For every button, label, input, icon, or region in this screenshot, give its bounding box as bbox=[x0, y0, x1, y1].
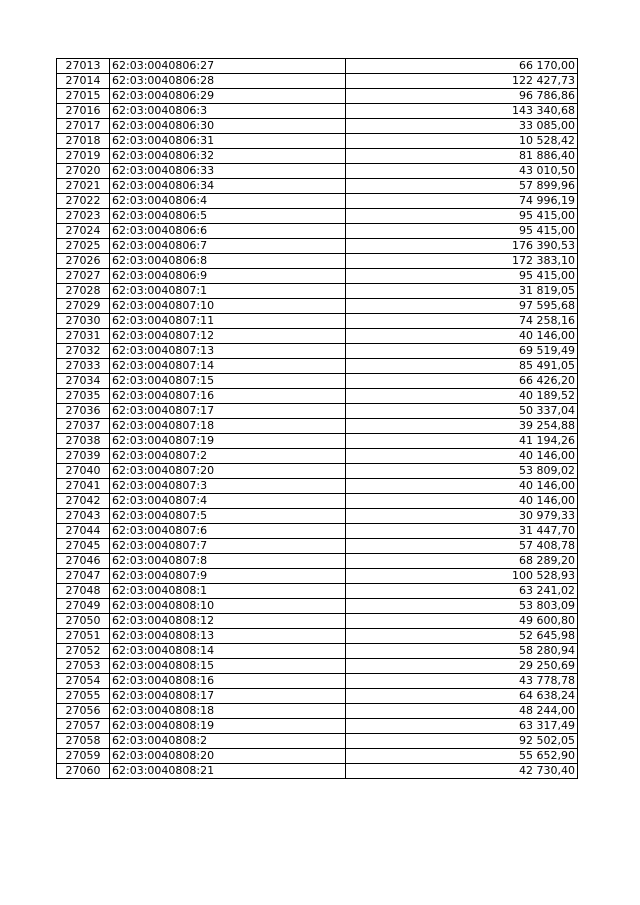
table-row bbox=[57, 89, 578, 104]
cadastral-value-cell: 172 383,10 bbox=[346, 254, 578, 269]
row-number-cell: 27053 bbox=[57, 659, 110, 674]
table-row bbox=[57, 569, 578, 584]
table-row bbox=[57, 209, 578, 224]
table-row bbox=[57, 194, 578, 209]
table-row bbox=[57, 449, 578, 464]
cadastral-number-cell: 62:03:0040807:19 bbox=[110, 434, 346, 449]
cadastral-value-cell: 69 519,49 bbox=[346, 344, 578, 359]
cadastral-value-cell: 64 638,24 bbox=[346, 689, 578, 704]
table-row bbox=[57, 749, 578, 764]
cadastral-number-cell: 62:03:0040807:2 bbox=[110, 449, 346, 464]
table-row bbox=[57, 389, 578, 404]
cadastral-number-cell: 62:03:0040807:11 bbox=[110, 314, 346, 329]
cadastral-value-cell: 74 996,19 bbox=[346, 194, 578, 209]
cadastral-number-cell: 62:03:0040806:30 bbox=[110, 119, 346, 134]
cadastral-number-cell: 62:03:0040806:9 bbox=[110, 269, 346, 284]
table-row bbox=[57, 344, 578, 359]
row-number-cell: 27034 bbox=[57, 374, 110, 389]
cadastral-number-cell: 62:03:0040806:34 bbox=[110, 179, 346, 194]
cadastral-value-cell: 53 809,02 bbox=[346, 464, 578, 479]
table-row bbox=[57, 464, 578, 479]
cadastral-number-cell: 62:03:0040808:20 bbox=[110, 749, 346, 764]
row-number-cell: 27017 bbox=[57, 119, 110, 134]
cadastral-number-cell: 62:03:0040808:18 bbox=[110, 704, 346, 719]
row-number-cell: 27019 bbox=[57, 149, 110, 164]
cadastral-number-cell: 62:03:0040807:16 bbox=[110, 389, 346, 404]
cadastral-number-cell: 62:03:0040808:2 bbox=[110, 734, 346, 749]
cadastral-number-cell: 62:03:0040807:3 bbox=[110, 479, 346, 494]
row-number-cell: 27058 bbox=[57, 734, 110, 749]
cadastral-number-cell: 62:03:0040807:7 bbox=[110, 539, 346, 554]
cadastral-number-cell: 62:03:0040807:15 bbox=[110, 374, 346, 389]
row-number-cell: 27038 bbox=[57, 434, 110, 449]
cadastral-value-cell: 49 600,80 bbox=[346, 614, 578, 629]
row-number-cell: 27052 bbox=[57, 644, 110, 659]
row-number-cell: 27030 bbox=[57, 314, 110, 329]
cadastral-value-cell: 43 010,50 bbox=[346, 164, 578, 179]
cadastral-number-cell: 62:03:0040807:18 bbox=[110, 419, 346, 434]
row-number-cell: 27047 bbox=[57, 569, 110, 584]
cadastral-value-cell: 63 317,49 bbox=[346, 719, 578, 734]
table-row bbox=[57, 134, 578, 149]
cadastral-number-cell: 62:03:0040808:19 bbox=[110, 719, 346, 734]
cadastral-value-cell: 40 146,00 bbox=[346, 449, 578, 464]
row-number-cell: 27032 bbox=[57, 344, 110, 359]
cadastral-value-cell: 97 595,68 bbox=[346, 299, 578, 314]
cadastral-number-cell: 62:03:0040807:6 bbox=[110, 524, 346, 539]
cadastral-number-cell: 62:03:0040808:1 bbox=[110, 584, 346, 599]
row-number-cell: 27048 bbox=[57, 584, 110, 599]
cadastral-number-cell: 62:03:0040808:13 bbox=[110, 629, 346, 644]
cadastral-value-table bbox=[56, 58, 578, 779]
cadastral-number-cell: 62:03:0040807:4 bbox=[110, 494, 346, 509]
cadastral-number-cell: 62:03:0040807:10 bbox=[110, 299, 346, 314]
table-row bbox=[57, 254, 578, 269]
row-number-cell: 27043 bbox=[57, 509, 110, 524]
cadastral-number-cell: 62:03:0040807:13 bbox=[110, 344, 346, 359]
row-number-cell: 27042 bbox=[57, 494, 110, 509]
row-number-cell: 27055 bbox=[57, 689, 110, 704]
table-row bbox=[57, 614, 578, 629]
row-number-cell: 27051 bbox=[57, 629, 110, 644]
table-row bbox=[57, 404, 578, 419]
cadastral-value-cell: 57 408,78 bbox=[346, 539, 578, 554]
row-number-cell: 27057 bbox=[57, 719, 110, 734]
table-row bbox=[57, 104, 578, 119]
cadastral-value-cell: 95 415,00 bbox=[346, 224, 578, 239]
cadastral-number-cell: 62:03:0040808:10 bbox=[110, 599, 346, 614]
cadastral-value-cell: 176 390,53 bbox=[346, 239, 578, 254]
row-number-cell: 27029 bbox=[57, 299, 110, 314]
cadastral-value-cell: 40 146,00 bbox=[346, 329, 578, 344]
cadastral-value-cell: 95 415,00 bbox=[346, 209, 578, 224]
row-number-cell: 27021 bbox=[57, 179, 110, 194]
row-number-cell: 27020 bbox=[57, 164, 110, 179]
row-number-cell: 27025 bbox=[57, 239, 110, 254]
table-row bbox=[57, 164, 578, 179]
row-number-cell: 27040 bbox=[57, 464, 110, 479]
cadastral-value-cell: 143 340,68 bbox=[346, 104, 578, 119]
row-number-cell: 27018 bbox=[57, 134, 110, 149]
table-row bbox=[57, 644, 578, 659]
row-number-cell: 27022 bbox=[57, 194, 110, 209]
cadastral-number-cell: 62:03:0040807:17 bbox=[110, 404, 346, 419]
cadastral-value-cell: 95 415,00 bbox=[346, 269, 578, 284]
table-row bbox=[57, 629, 578, 644]
cadastral-value-cell: 122 427,73 bbox=[346, 74, 578, 89]
table-row bbox=[57, 269, 578, 284]
cadastral-value-cell: 39 254,88 bbox=[346, 419, 578, 434]
table-row bbox=[57, 674, 578, 689]
cadastral-value-cell: 48 244,00 bbox=[346, 704, 578, 719]
table-row bbox=[57, 524, 578, 539]
row-number-cell: 27015 bbox=[57, 89, 110, 104]
table-row bbox=[57, 224, 578, 239]
row-number-cell: 27027 bbox=[57, 269, 110, 284]
table-row bbox=[57, 419, 578, 434]
cadastral-value-cell: 50 337,04 bbox=[346, 404, 578, 419]
table-row bbox=[57, 479, 578, 494]
table-row bbox=[57, 719, 578, 734]
cadastral-number-cell: 62:03:0040807:5 bbox=[110, 509, 346, 524]
row-number-cell: 27046 bbox=[57, 554, 110, 569]
row-number-cell: 27049 bbox=[57, 599, 110, 614]
table-row bbox=[57, 584, 578, 599]
cadastral-number-cell: 62:03:0040806:6 bbox=[110, 224, 346, 239]
row-number-cell: 27035 bbox=[57, 389, 110, 404]
table-row bbox=[57, 314, 578, 329]
cadastral-value-cell: 85 491,05 bbox=[346, 359, 578, 374]
row-number-cell: 27044 bbox=[57, 524, 110, 539]
cadastral-number-cell: 62:03:0040806:32 bbox=[110, 149, 346, 164]
table-row bbox=[57, 704, 578, 719]
cadastral-value-cell: 100 528,93 bbox=[346, 569, 578, 584]
cadastral-value-cell: 57 899,96 bbox=[346, 179, 578, 194]
row-number-cell: 27054 bbox=[57, 674, 110, 689]
cadastral-number-cell: 62:03:0040807:14 bbox=[110, 359, 346, 374]
row-number-cell: 27050 bbox=[57, 614, 110, 629]
table-row bbox=[57, 659, 578, 674]
cadastral-number-cell: 62:03:0040808:14 bbox=[110, 644, 346, 659]
row-number-cell: 27033 bbox=[57, 359, 110, 374]
row-number-cell: 27024 bbox=[57, 224, 110, 239]
table-row bbox=[57, 374, 578, 389]
cadastral-value-cell: 41 194,26 bbox=[346, 434, 578, 449]
cadastral-number-cell: 62:03:0040806:27 bbox=[110, 59, 346, 74]
cadastral-value-cell: 31 447,70 bbox=[346, 524, 578, 539]
cadastral-number-cell: 62:03:0040808:21 bbox=[110, 764, 346, 779]
table-row bbox=[57, 329, 578, 344]
cadastral-number-cell: 62:03:0040806:5 bbox=[110, 209, 346, 224]
row-number-cell: 27014 bbox=[57, 74, 110, 89]
cadastral-value-cell: 96 786,86 bbox=[346, 89, 578, 104]
cadastral-number-cell: 62:03:0040807:8 bbox=[110, 554, 346, 569]
row-number-cell: 27059 bbox=[57, 749, 110, 764]
cadastral-value-cell: 42 730,40 bbox=[346, 764, 578, 779]
cadastral-number-cell: 62:03:0040807:12 bbox=[110, 329, 346, 344]
row-number-cell: 27016 bbox=[57, 104, 110, 119]
row-number-cell: 27039 bbox=[57, 449, 110, 464]
table-row bbox=[57, 494, 578, 509]
cadastral-value-cell: 74 258,16 bbox=[346, 314, 578, 329]
cadastral-number-cell: 62:03:0040808:15 bbox=[110, 659, 346, 674]
table-row bbox=[57, 734, 578, 749]
cadastral-number-cell: 62:03:0040806:8 bbox=[110, 254, 346, 269]
cadastral-number-cell: 62:03:0040806:7 bbox=[110, 239, 346, 254]
row-number-cell: 27041 bbox=[57, 479, 110, 494]
cadastral-value-cell: 63 241,02 bbox=[346, 584, 578, 599]
cadastral-value-cell: 53 803,09 bbox=[346, 599, 578, 614]
table-row bbox=[57, 179, 578, 194]
table-row bbox=[57, 509, 578, 524]
cadastral-value-cell: 81 886,40 bbox=[346, 149, 578, 164]
cadastral-number-cell: 62:03:0040808:16 bbox=[110, 674, 346, 689]
table-row bbox=[57, 359, 578, 374]
cadastral-number-cell: 62:03:0040808:17 bbox=[110, 689, 346, 704]
row-number-cell: 27037 bbox=[57, 419, 110, 434]
cadastral-number-cell: 62:03:0040807:20 bbox=[110, 464, 346, 479]
cadastral-number-cell: 62:03:0040806:4 bbox=[110, 194, 346, 209]
cadastral-value-cell: 29 250,69 bbox=[346, 659, 578, 674]
table-row bbox=[57, 764, 578, 779]
cadastral-value-cell: 52 645,98 bbox=[346, 629, 578, 644]
cadastral-value-cell: 40 189,52 bbox=[346, 389, 578, 404]
table-row bbox=[57, 434, 578, 449]
cadastral-value-cell: 66 426,20 bbox=[346, 374, 578, 389]
table-row bbox=[57, 74, 578, 89]
cadastral-value-cell: 55 652,90 bbox=[346, 749, 578, 764]
cadastral-value-cell: 58 280,94 bbox=[346, 644, 578, 659]
row-number-cell: 27031 bbox=[57, 329, 110, 344]
cadastral-value-cell: 66 170,00 bbox=[346, 59, 578, 74]
table-row bbox=[57, 299, 578, 314]
row-number-cell: 27023 bbox=[57, 209, 110, 224]
table-row bbox=[57, 59, 578, 74]
table-row bbox=[57, 689, 578, 704]
cadastral-value-cell: 10 528,42 bbox=[346, 134, 578, 149]
cadastral-value-cell: 40 146,00 bbox=[346, 494, 578, 509]
row-number-cell: 27028 bbox=[57, 284, 110, 299]
cadastral-value-cell: 31 819,05 bbox=[346, 284, 578, 299]
cadastral-value-cell: 68 289,20 bbox=[346, 554, 578, 569]
row-number-cell: 27026 bbox=[57, 254, 110, 269]
cadastral-number-cell: 62:03:0040806:3 bbox=[110, 104, 346, 119]
cadastral-value-cell: 33 085,00 bbox=[346, 119, 578, 134]
cadastral-value-cell: 43 778,78 bbox=[346, 674, 578, 689]
cadastral-number-cell: 62:03:0040806:29 bbox=[110, 89, 346, 104]
table-body bbox=[57, 59, 578, 779]
row-number-cell: 27013 bbox=[57, 59, 110, 74]
table-row bbox=[57, 239, 578, 254]
table-row bbox=[57, 284, 578, 299]
cadastral-number-cell: 62:03:0040806:28 bbox=[110, 74, 346, 89]
cadastral-number-cell: 62:03:0040807:1 bbox=[110, 284, 346, 299]
cadastral-number-cell: 62:03:0040807:9 bbox=[110, 569, 346, 584]
cadastral-value-cell: 40 146,00 bbox=[346, 479, 578, 494]
cadastral-value-cell: 30 979,33 bbox=[346, 509, 578, 524]
cadastral-value-cell: 92 502,05 bbox=[346, 734, 578, 749]
table-row bbox=[57, 119, 578, 134]
row-number-cell: 27045 bbox=[57, 539, 110, 554]
row-number-cell: 27056 bbox=[57, 704, 110, 719]
table-row bbox=[57, 149, 578, 164]
cadastral-number-cell: 62:03:0040808:12 bbox=[110, 614, 346, 629]
table-row bbox=[57, 539, 578, 554]
row-number-cell: 27060 bbox=[57, 764, 110, 779]
table-row bbox=[57, 554, 578, 569]
row-number-cell: 27036 bbox=[57, 404, 110, 419]
table-row bbox=[57, 599, 578, 614]
cadastral-number-cell: 62:03:0040806:33 bbox=[110, 164, 346, 179]
cadastral-number-cell: 62:03:0040806:31 bbox=[110, 134, 346, 149]
